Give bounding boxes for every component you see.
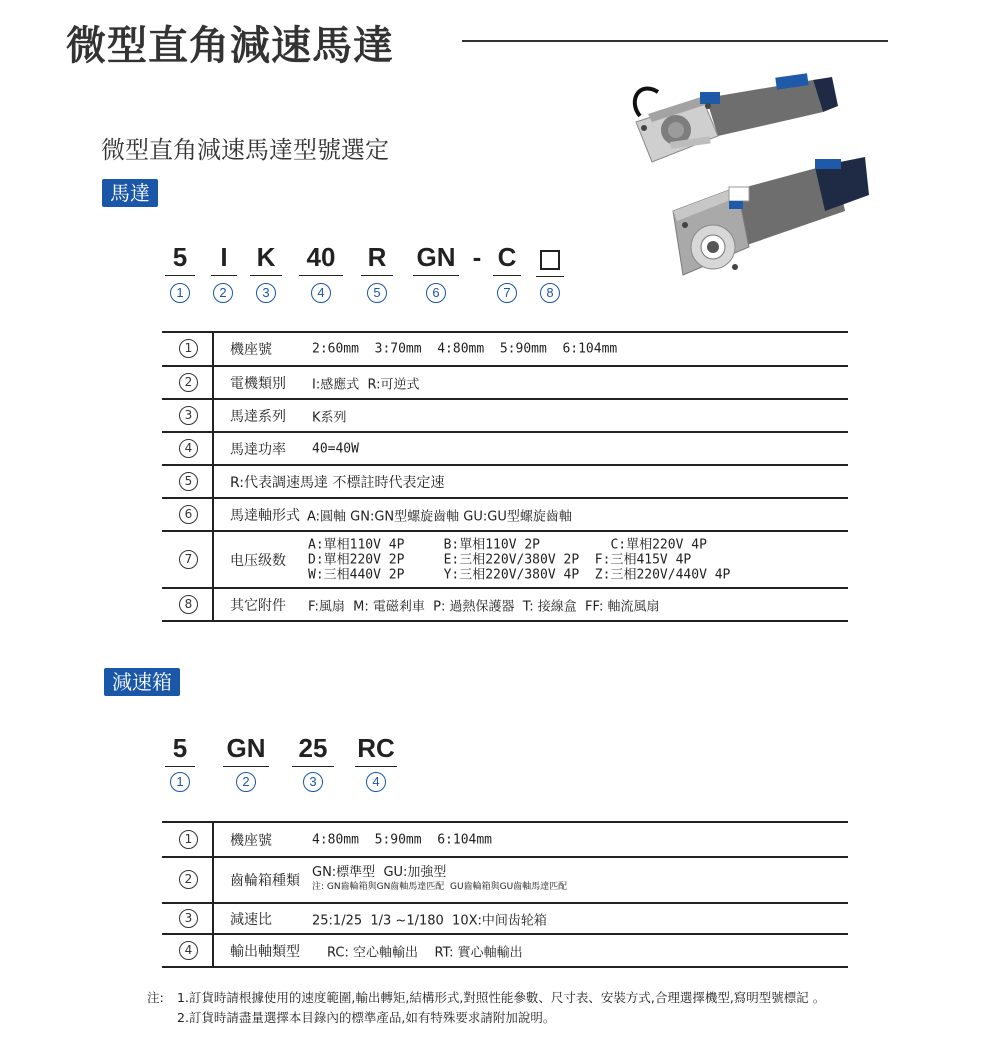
code-dash: - — [472, 242, 482, 272]
row-label: 減速比 — [230, 911, 272, 928]
row-text: 2:60mm 3:70mm 4:80mm 5:90mm 6:104mm — [312, 341, 618, 357]
row-label: R:代表調速馬達 不標註時代表定速 — [230, 474, 445, 491]
row-text: F:風扇 M: 電磁剎車 P: 過熱保護器 T: 接線盒 FF: 軸流風扇 — [308, 599, 660, 614]
subtitle: 微型直角減速馬達型號選定 — [101, 136, 389, 164]
row-number: 2 — [179, 870, 198, 889]
code-part: C — [493, 242, 521, 276]
row-text: A:圓軸 GN:GN型螺旋齒軸 GU:GU型螺旋齒軸 — [307, 509, 572, 524]
table-row — [162, 589, 848, 622]
row-number: 7 — [179, 550, 198, 569]
row-label: 機座號 — [230, 342, 272, 358]
voltage-line: D:單相220V 2P E:三相220V/380V 2P F:三相415V 4P — [308, 552, 692, 567]
code-part: GN — [413, 242, 459, 276]
index-circle: 2 — [236, 772, 256, 792]
page-title: 微型直角減速馬達 — [66, 23, 394, 69]
row-text: RC: 空心軸輸出 RT: 實心軸輸出 — [327, 945, 523, 960]
row-label: 馬達軸形式 — [230, 507, 300, 524]
row-number: 2 — [179, 373, 198, 392]
row-number: 3 — [179, 406, 198, 425]
table-row — [162, 333, 848, 367]
index-circle: 1 — [170, 283, 190, 303]
notes-lead: 注: — [147, 990, 164, 1005]
row-note: 注: GN齒輪箱與GN齒軸馬達匹配 GU齒輪箱與GU齒軸馬達匹配 — [312, 882, 568, 892]
gearbox-spec-table — [162, 821, 848, 968]
table-row — [162, 400, 848, 433]
index-circle: 7 — [497, 283, 517, 303]
row-label: 電機類別 — [230, 375, 286, 392]
index-circle: 2 — [213, 283, 233, 303]
code-part: I — [211, 242, 237, 276]
note-line: 2.訂貨時請盡量選擇本目錄內的標準產品,如有特殊要求請附加說明。 — [177, 1010, 556, 1025]
row-text: I:感應式 R:可逆式 — [312, 377, 420, 392]
voltage-line: A:單相110V 4P B:單相110V 2P C:單相220V 4P — [308, 537, 707, 552]
row-label: 馬達系列 — [230, 408, 286, 425]
code-part: R — [361, 242, 393, 276]
gearbox-tag: 減速箱 — [104, 668, 180, 696]
motor-tag: 馬達 — [102, 179, 158, 207]
table-row — [162, 823, 848, 858]
voltage-options — [308, 537, 730, 582]
gearbox-type-text — [312, 865, 567, 895]
row-number: 8 — [179, 595, 198, 614]
row-number: 1 — [179, 830, 198, 849]
index-circle: 6 — [426, 283, 446, 303]
row-text: K系列 — [312, 410, 347, 425]
index-circle: 3 — [256, 283, 276, 303]
code-part: 25 — [292, 733, 334, 767]
row-number: 4 — [179, 941, 198, 960]
index-circle: 3 — [303, 772, 323, 792]
row-label: 輸出軸類型 — [230, 943, 300, 960]
index-circle: 5 — [367, 283, 387, 303]
order-notes — [147, 988, 825, 1028]
table-row — [162, 904, 848, 935]
row-number: 6 — [179, 505, 198, 524]
row-number: 3 — [179, 909, 198, 928]
motor-spec-table — [162, 331, 848, 622]
code-part: RC — [355, 733, 397, 767]
row-text: 40=40W — [312, 441, 359, 456]
motor-photo-bottom — [665, 155, 870, 295]
title-rule — [462, 40, 888, 42]
code-part: K — [250, 242, 282, 276]
row-label: 馬達功率 — [230, 441, 286, 458]
code-part: 5 — [165, 733, 195, 767]
index-circle: 1 — [170, 772, 190, 792]
row-label: 機座號 — [230, 832, 272, 849]
index-circle: 4 — [366, 772, 386, 792]
note-line: 1.訂貨時請根據使用的速度範圍,輸出轉矩,結構形式,對照性能參數、尺寸表、安裝方式,合理選擇機型,寫明型號標記 。 — [177, 990, 826, 1005]
row-label: 其它附件 — [230, 597, 286, 614]
table-row — [162, 433, 848, 466]
table-row — [162, 466, 848, 499]
index-circle: 8 — [540, 283, 560, 303]
row-label: 齒輪箱種類 — [230, 873, 300, 889]
code-part: GN — [223, 733, 269, 767]
row-text: 25:1/25 1/3 ~1/180 10X:中间齿轮箱 — [312, 913, 547, 928]
table-row — [162, 935, 848, 968]
table-row — [162, 532, 848, 589]
table-row — [162, 367, 848, 400]
row-number: 1 — [179, 339, 198, 358]
code-part: 5 — [165, 242, 195, 276]
empty-box-icon — [540, 250, 560, 270]
row-text: 4:80mm 5:90mm 6:104mm — [312, 832, 493, 847]
row-number: 5 — [179, 472, 198, 491]
index-circle: 4 — [311, 283, 331, 303]
row-number: 4 — [179, 439, 198, 458]
code-placeholder-box — [536, 243, 564, 277]
table-row — [162, 858, 848, 904]
table-row — [162, 499, 848, 532]
row-text: GN:標準型 GU:加強型 — [312, 865, 447, 880]
voltage-line: W:三相440V 2P Y:三相220V/380V 4P Z:三相220V/440V 4P — [308, 567, 731, 582]
code-part: 40 — [299, 242, 343, 276]
row-label: 电压级数 — [230, 552, 286, 569]
